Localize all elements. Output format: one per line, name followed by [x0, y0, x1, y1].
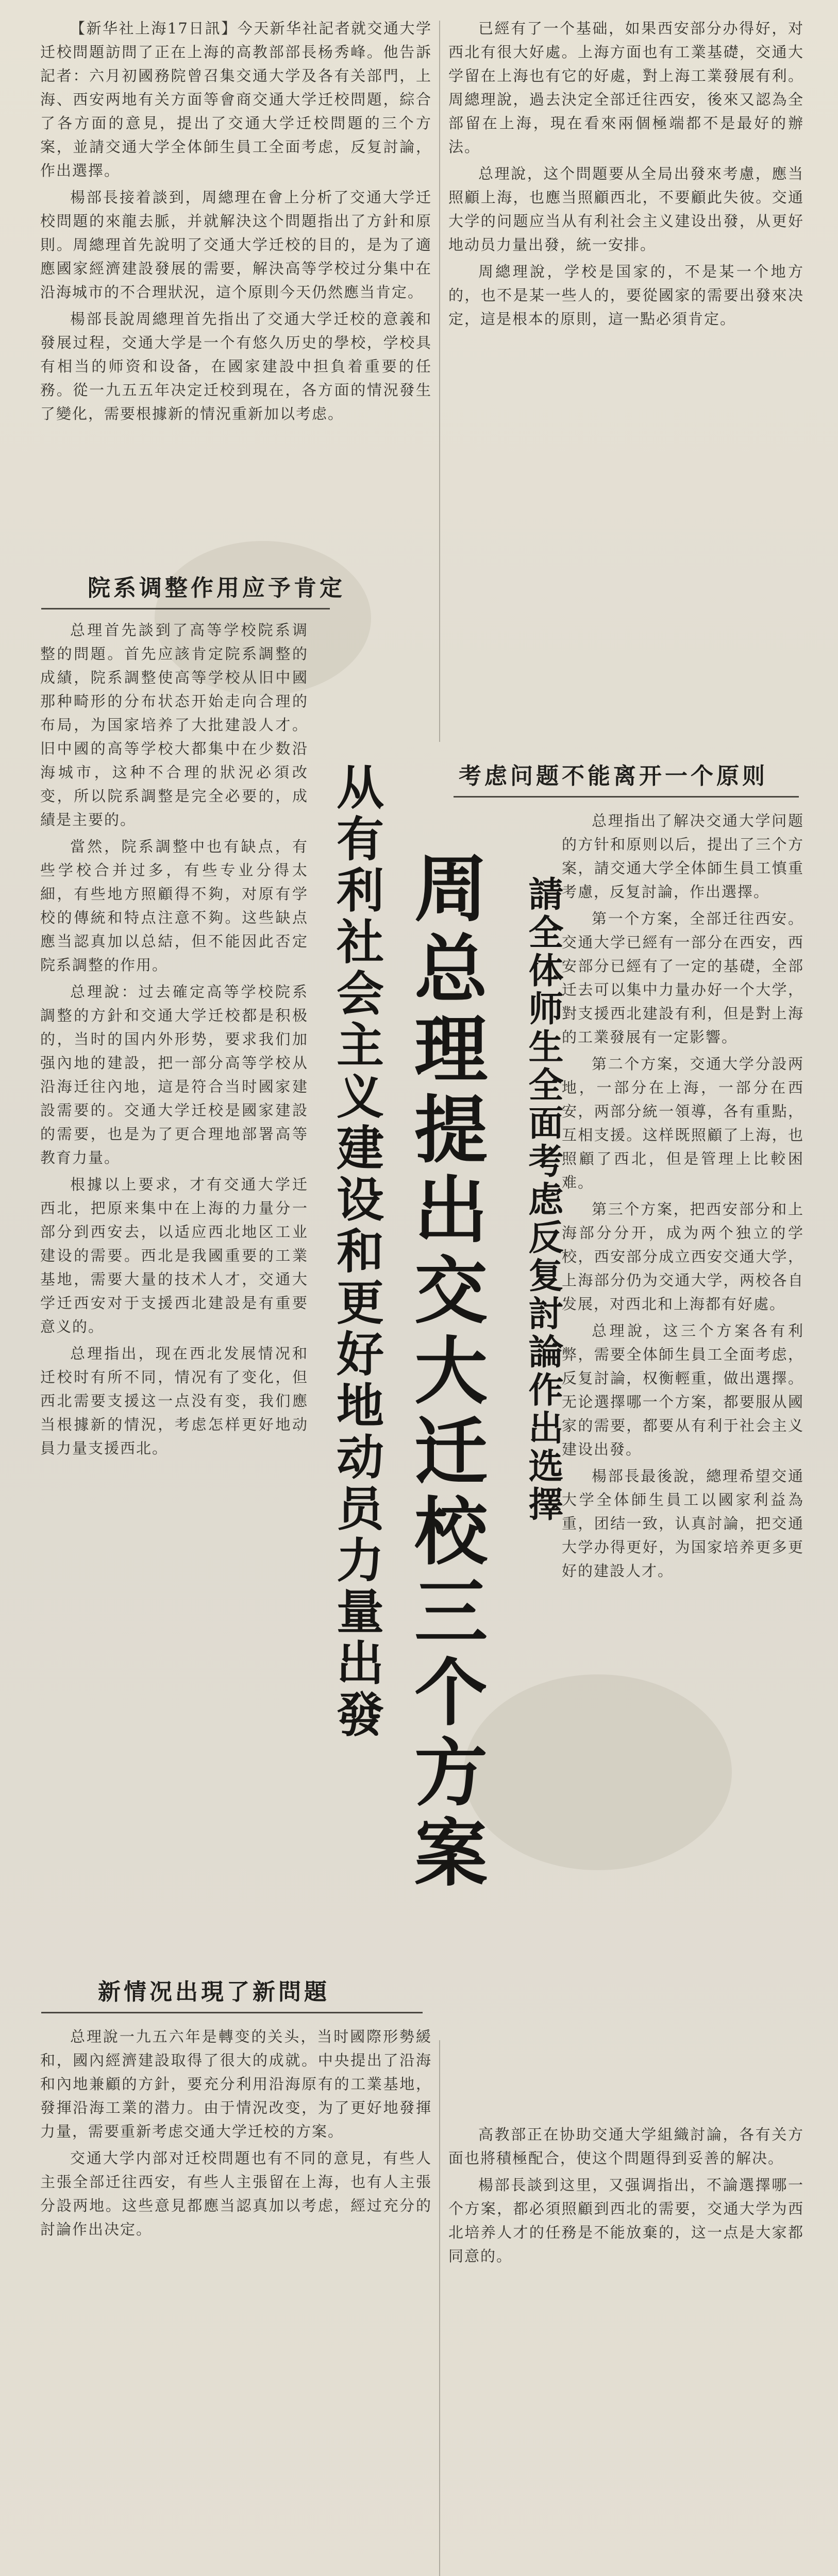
- lead-paragraph: 【新华社上海17日訊】今天新华社記者就交通大学迁校問題訪問了正在上海的高教部部長杨秀峰。他告訴記者：六月初國務院曾召集交通大学及各有关部門，上海、西安两地有关方面等會商交通大学迁校問題，綜合了各方面的意見，提出了交通大学迁校問題的三个方案，並請交通大学全体師生員工全面考虑，反复討論，作出選擇。: [40, 20, 432, 179]
- body-paragraph: 总理指出了解决交通大学问题的方针和原则以后，提出了三个方案，請交通大学全体師生員工慎重考慮，反复討論，作出選擇。: [562, 812, 804, 901]
- body-paragraph: 交通大学内部对迁校問題也有不同的意見，有些人主張全部迁往西安，有些人主張留在上海，也有人主張分設两地。这些意見都應当認真加以考虑，經过充分的討論作出决定。: [40, 2149, 432, 2238]
- body-paragraph: 第二个方案，交通大学分設两地，一部分在上海，一部分在西安，两部分統一領導，各有重點，互相支援。这样既照顧了上海，也照顧了西北，但是管理上比較困难。: [562, 1055, 804, 1191]
- right-column-top: [448, 16, 804, 334]
- body-paragraph: 高教部正在协助交通大学組織討論，各有关方面也將積極配合，使这个問題得到妥善的解决。: [448, 2126, 804, 2167]
- body-paragraph: 总理說：过去確定高等学校院系調整的方針和交通大学迁校都是积极的，当时的国内外形势，要求我们加强內地的建設，把一部分高等学校从沿海迁往內地，這是符合当时國家建設需要的。交通大学迁校是國家建設的需要，也是为了更合理地部署高等教育力量。: [40, 983, 308, 1166]
- divider: [454, 796, 799, 798]
- body-paragraph: 楊部長談到这里，又强调指出，不論選擇哪一个方案，都必須照顧到西北的需要，交通大学为西北培养人才的任務是不能放棄的，这一点是大家都同意的。: [448, 2176, 804, 2265]
- body-paragraph: 第一个方案，全部迁往西安。交通大学已經有一部分在西安，西安部分已經有了一定的基礎，全部迁去可以集中力量办好一个大学，對支援西北建設有利，但是對上海的工業發展有一定影響。: [562, 910, 804, 1046]
- body-paragraph: 总理說，这三个方案各有利弊，需要全体師生員工全面考虑，反复討論，权衡輕重，做出選擇。无论選擇哪一个方案，都要服从國家的需要，都要从有利于社会主义建设出發。: [562, 1322, 804, 1458]
- paper-stain: [464, 1674, 732, 1870]
- main-headline: 周总理提出交大迁校三个方案: [402, 850, 487, 1895]
- lead-column: [40, 16, 432, 429]
- sub-headline-left: 从有利社会主义建设和更好地动员力量出發: [329, 762, 384, 1741]
- body-paragraph: 楊部長最後說，總理希望交通大学全体師生員工以國家利益為重，团结一致，认真討論，把交通大学办得更好，为国家培养更多更好的建設人才。: [562, 1467, 804, 1580]
- column-rule: [439, 2040, 440, 2576]
- section-heading-adjustment: 院系调整作用应予肯定: [88, 575, 345, 601]
- body-paragraph: 总理指出，现在西北发展情况和迁校时有所不同，情况有了变化，但西北需要支援这一点没有变，我们應当根據新的情況，考虑怎样更好地动員力量支援西北。: [40, 1345, 308, 1457]
- body-paragraph: 总理首先談到了高等学校院系调整的問題。首先应該肯定院系調整的成績，院系調整使高等学校从旧中國那种畸形的分布状态开始走向合理的布局，为国家培养了大批建設人才。旧中國的高等学校大都集中在少数沿海城市，这种不合理的狀況必須改变，所以院系調整是完全必要的，成績是主要的。: [40, 621, 308, 828]
- body-paragraph: 根據以上要求，才有交通大学迁西北，把原来集中在上海的力量分一部分到西安去，以适应西北地区工业建设的需要。西北是我國重要的工業基地，需要大量的技术人才，交通大学迁西安对于支援西北建設是有重要意义的。: [40, 1176, 308, 1335]
- divider: [41, 2012, 423, 2013]
- body-paragraph: 总理說一九五六年是轉变的关头，当时國際形勢緩和，國內經濟建設取得了很大的成就。中央提出了沿海和內地兼顧的方針，要充分利用沿海原有的工業基地，發揮沿海工業的潜力。由于情況改变，为了更好地發揮力量，需要重新考虑交通大学迁校的方案。: [40, 2028, 432, 2140]
- body-paragraph: 周總理說，学校是国家的，不是某一个地方的，也不是某一些人的，要從國家的需要出發來决定，這是根本的原則，這一點必須肯定。: [448, 263, 804, 328]
- left-column-body: [40, 618, 308, 1463]
- column-rule: [439, 21, 440, 742]
- divider: [41, 608, 330, 609]
- right-column-body: [562, 809, 804, 1586]
- body-paragraph: 总理說，这个問題要从全局出發來考慮，應当照顧上海，也應当照顧西北，不要顧此失彼。交通大学的问题应当从有利社会主义建设出發，从更好地动员力量出發，統一安排。: [448, 165, 804, 253]
- sub-headline-right: 請全体师生全面考虑反复討論作出选擇: [523, 876, 563, 1524]
- body-paragraph: 第三个方案，把西安部分和上海部分分开，成为两个独立的学校，西安部分成立西安交通大学，上海部分仍为交通大学，两校各自发展，对西北和上海都有好處。: [562, 1200, 804, 1313]
- bottom-left-column: [40, 2025, 432, 2244]
- body-paragraph: 楊部長說周總理首先指出了交通大学迁校的意義和發展过程，交通大学是一个有悠久历史的學校，学校具有相当的师资和设备，在國家建設中担負着重要的任務。從一九五五年决定迁校到現在，各方面的情況發生了變化，需要根據新的情況重新加以考虑。: [40, 310, 432, 422]
- body-paragraph: 已經有了一个基础，如果西安部分办得好，对西北有很大好處。上海方面也有工業基礎，交通大学留在上海也有它的好處，對上海工業發展有利。周總理說，過去決定全部迁往西安，後來又認為全部留在上海，現在看來兩個極端都不是最好的辦法。: [448, 20, 804, 156]
- body-paragraph: 楊部長接着談到，周總理在會上分析了交通大学迁校問題的來龍去脈，并就解決这个問題指出了方針和原則。周總理首先說明了交通大学迁校的目的，是为了適應國家經濟建設發展的需要，解決高等学校过分集中在沿海城市的不合理狀況，這个原則今天仍然應当肯定。: [40, 189, 432, 301]
- section-heading-new-problems: 新情况出現了新問題: [98, 1979, 330, 2005]
- body-paragraph: 當然，院系調整中也有缺点，有些学校合并过多，有些专业分得太細，有些地方照顧得不夠，对原有学校的傳統和特点注意不夠。这些缺点應当認真加以总結，但不能因此否定院系調整的作用。: [40, 838, 308, 974]
- bottom-right-column: [448, 2123, 804, 2271]
- section-heading-principle: 考虑问题不能离开一个原则: [459, 763, 768, 789]
